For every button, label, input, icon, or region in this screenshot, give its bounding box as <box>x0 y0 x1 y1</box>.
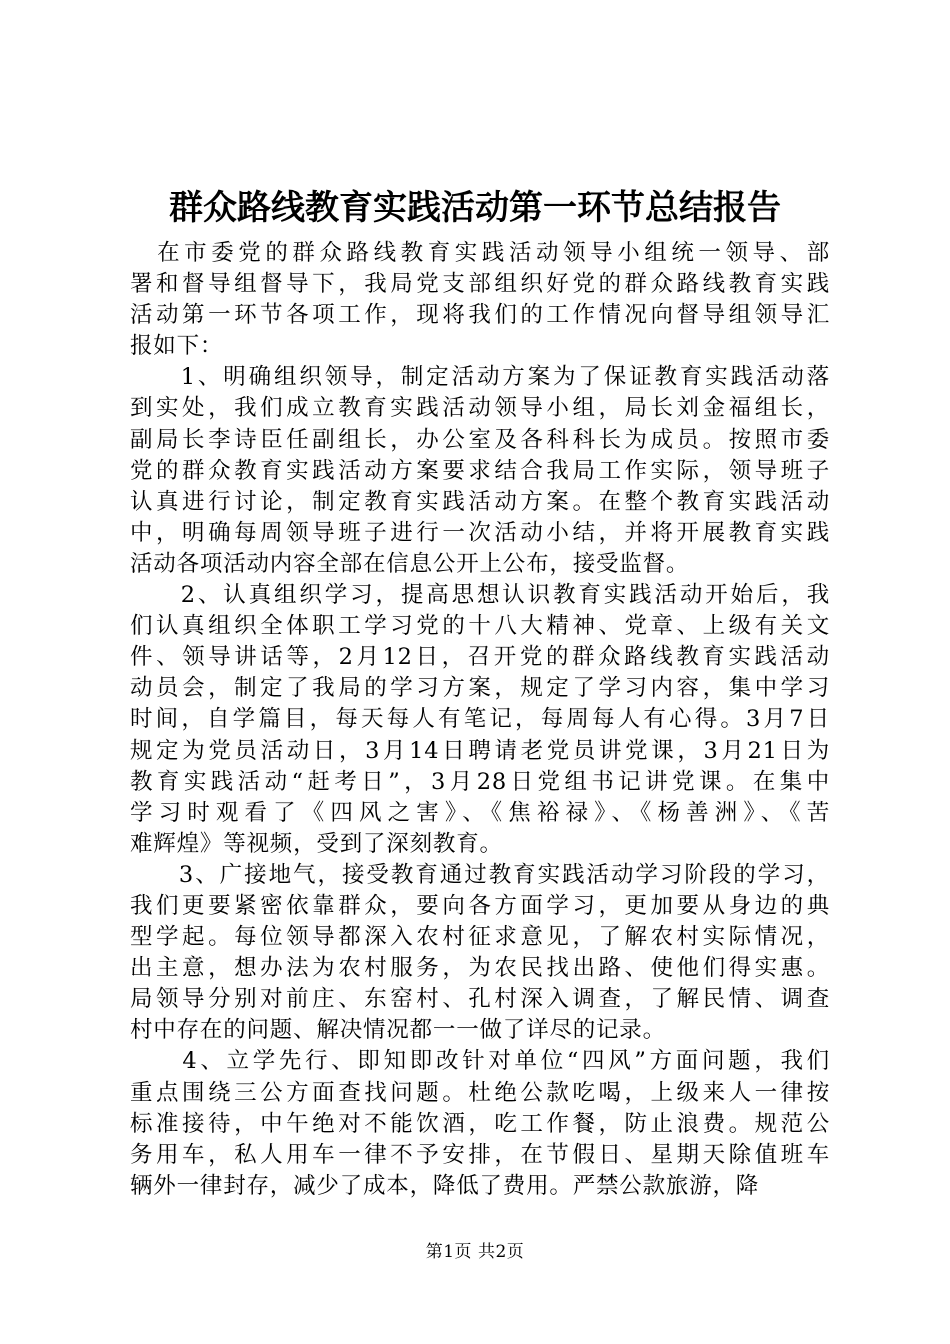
document-title: 群众路线教育实践活动第一环节总结报告 <box>169 188 781 228</box>
paragraph-line: 村中存在的问题、解决情况都一一做了详尽的记录。 <box>130 1017 666 1044</box>
paragraph-line: 到实处，我们成立教育实践活动领导小组，局长刘金福组长， <box>130 395 830 422</box>
paragraph-line: 难辉煌》等视频，受到了深刻教育。 <box>130 830 503 857</box>
paragraph-line: 务用车，私人用车一律不予安排，在节假日、星期天除值班车 <box>130 1141 830 1168</box>
paragraph-line: 认真进行讨论，制定教育实践活动方案。在整个教育实践活动 <box>130 488 830 515</box>
paragraph-line: 教育实践活动“赶考日”，3月28日党组书记讲党课。在集中 <box>130 768 830 795</box>
body-paragraph <box>130 580 830 860</box>
paragraph-line: 出主意，想办法为农村服务，为农民找出路、使他们得实惠。 <box>130 955 830 982</box>
document-body <box>130 238 830 1202</box>
body-paragraph <box>130 362 830 580</box>
paragraph-line: 辆外一律封存，减少了成本，降低了费用。严禁公款旅游，降 <box>130 1172 760 1199</box>
paragraph-line: 报如下： <box>130 333 224 360</box>
paragraph-line: 学习时观看了《四风之害》、《焦裕禄》、《杨善洲》、《苦 <box>130 799 830 826</box>
paragraph-line: 时间，自学篇目，每天每人有笔记，每周每人有心得。3月7日 <box>130 706 830 733</box>
paragraph-line: 规定为党员活动日，3月14日聘请老党员讲党课，3月21日为 <box>130 737 830 764</box>
paragraph-line: 活动第一环节各项工作，现将我们的工作情况向督导组领导汇 <box>130 302 830 329</box>
paragraph-line: 件、领导讲话等，2月12日，召开党的群众路线教育实践活动 <box>130 644 830 671</box>
body-paragraph <box>130 1046 830 1201</box>
paragraph-line: 活动各项活动内容全部在信息公开上公布，接受监督。 <box>130 550 690 577</box>
paragraph-line: 党的群众教育实践活动方案要求结合我局工作实际，领导班子 <box>130 457 830 484</box>
body-paragraph <box>130 238 830 362</box>
paragraph-line: 副局长李诗臣任副组长，办公室及各科科长为成员。按照市委 <box>130 426 830 453</box>
paragraph-line: 4、立学先行、即知即改针对单位“四风”方面问题，我们 <box>130 1048 830 1075</box>
paragraph-line: 1、明确组织领导，制定活动方案为了保证教育实践活动落 <box>130 364 830 391</box>
paragraph-line: 3、广接地气，接受教育通过教育实践活动学习阶段的学习， <box>130 861 830 888</box>
body-paragraph <box>130 860 830 1047</box>
paragraph-line: 局领导分别对前庄、东窑村、孔村深入调查，了解民情、调查 <box>130 986 830 1013</box>
paragraph-line: 2、认真组织学习，提高思想认识教育实践活动开始后，我 <box>130 582 830 609</box>
paragraph-line: 们认真组织全体职工学习党的十八大精神、党章、上级有关文 <box>130 613 830 640</box>
paragraph-line: 标准接待，中午绝对不能饮酒，吃工作餐，防止浪费。规范公 <box>130 1110 830 1137</box>
page-footer: 第1页 共2页 <box>425 1242 525 1262</box>
paragraph-line: 署和督导组督导下，我局党支部组织好党的群众路线教育实践 <box>130 271 830 298</box>
paragraph-line: 中，明确每周领导班子进行一次活动小结，并将开展教育实践 <box>130 519 830 546</box>
paragraph-line: 在市委党的群众路线教育实践活动领导小组统一领导、部 <box>130 240 830 266</box>
paragraph-line: 型学起。每位领导都深入农村征求意见，了解农村实际情况， <box>130 924 830 951</box>
paragraph-line: 我们更要紧密依靠群众，要向各方面学习，更加要从身边的典 <box>130 892 830 919</box>
paragraph-line: 重点围绕三公方面查找问题。杜绝公款吃喝，上级来人一律按 <box>130 1079 830 1106</box>
paragraph-line: 动员会，制定了我局的学习方案，规定了学习内容，集中学习 <box>130 675 830 702</box>
